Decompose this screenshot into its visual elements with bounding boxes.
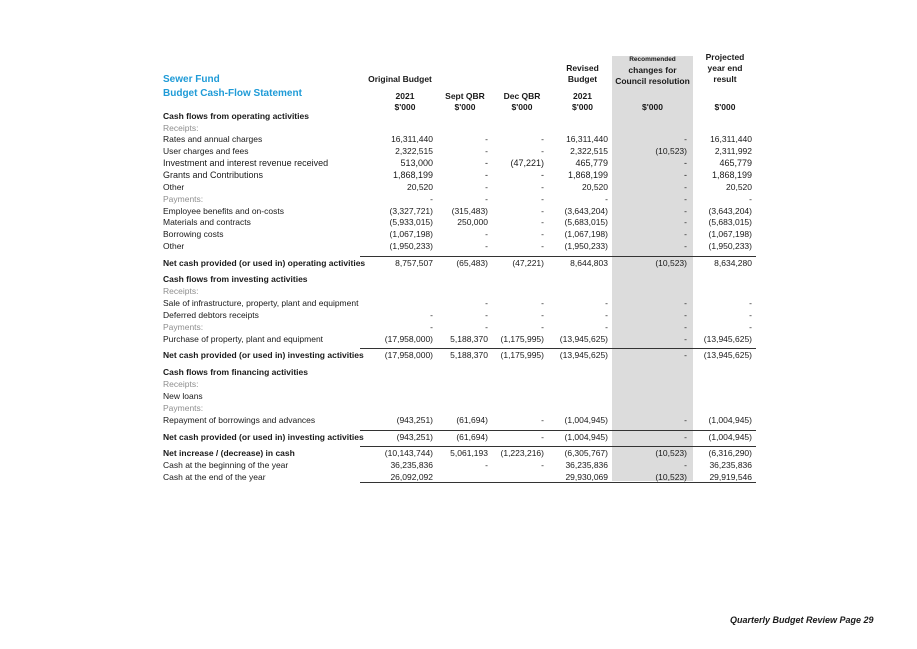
- row-value-col-3: -: [541, 229, 544, 239]
- total-rule: [360, 446, 756, 447]
- row-value-col-3: -: [541, 206, 544, 216]
- row-value-col-4: (1,004,945): [564, 432, 608, 442]
- row-value-col-1: 8,757,507: [395, 258, 433, 268]
- row-label: Net increase / (decrease) in cash: [163, 448, 295, 458]
- row-value-col-4: -: [605, 298, 608, 308]
- row-label: Cash at the beginning of the year: [163, 460, 289, 470]
- row-label: Payments:: [163, 194, 204, 204]
- row-value-col-1: -: [430, 310, 433, 320]
- row-label: Rates and annual charges: [163, 134, 263, 144]
- row-value-col-1: 26,092,092: [390, 472, 433, 482]
- row-label: Receipts:: [163, 123, 199, 133]
- row-value-col-1: (1,950,233): [389, 241, 433, 251]
- row-label: Other: [163, 182, 185, 192]
- row-value-col-2: -: [485, 194, 488, 204]
- row-value-col-1: -: [430, 194, 433, 204]
- row-value-col-5: -: [684, 158, 687, 168]
- row-value-col-1: 36,235,836: [390, 460, 433, 470]
- row-value-col-2: 5,188,370: [450, 334, 488, 344]
- row-label: Receipts:: [163, 379, 199, 389]
- row-value-col-5: -: [684, 241, 687, 251]
- table-row: [0, 366, 917, 378]
- total-rule: [360, 256, 756, 257]
- page-footer: Quarterly Budget Review Page 29: [730, 615, 874, 625]
- row-value-col-4: (3,643,204): [564, 206, 608, 216]
- row-value-col-4: (5,683,015): [564, 217, 608, 227]
- row-value-col-1: 513,000: [400, 158, 433, 168]
- row-value-col-2: -: [485, 170, 488, 180]
- row-value-col-2: -: [485, 460, 488, 470]
- row-label: Cash at the end of the year: [163, 472, 266, 482]
- row-value-col-4: -: [605, 322, 608, 332]
- row-value-col-1: 16,311,440: [391, 134, 433, 144]
- row-value-col-5: (10,523): [655, 146, 687, 156]
- row-label: Net cash provided (or used in) operating activities: [163, 258, 366, 268]
- row-value-col-1: (943,251): [396, 432, 433, 442]
- table-row: [0, 157, 917, 169]
- row-label: Net cash provided (or used in) investing activities: [163, 350, 364, 360]
- row-label: Sale of infrastructure, property, plant and equipment: [163, 298, 359, 308]
- row-value-col-6: 8,634,280: [714, 258, 752, 268]
- table-row: [0, 133, 917, 145]
- row-value-col-6: (13,945,625): [703, 350, 752, 360]
- row-value-col-3: -: [541, 134, 544, 144]
- col-recommended-unit: $'000: [642, 102, 663, 112]
- row-value-col-3: (1,175,995): [500, 334, 544, 344]
- row-value-col-6: 16,311,440: [710, 134, 752, 144]
- table-row: [0, 216, 917, 228]
- table-row: [0, 193, 917, 205]
- row-value-col-3: -: [541, 298, 544, 308]
- row-value-col-3: -: [541, 170, 544, 180]
- row-value-col-4: -: [605, 310, 608, 320]
- row-value-col-5: -: [684, 217, 687, 227]
- row-value-col-3: -: [541, 460, 544, 470]
- row-value-col-5: -: [684, 460, 687, 470]
- row-label: Cash flows from financing activities: [163, 367, 309, 377]
- row-value-col-6: 465,779: [719, 158, 752, 168]
- row-value-col-5: (10,523): [655, 472, 687, 482]
- row-value-col-2: -: [485, 298, 488, 308]
- table-row: [0, 378, 917, 390]
- row-value-col-4: 16,311,440: [566, 134, 608, 144]
- total-rule: [360, 430, 756, 431]
- row-label: User charges and fees: [163, 146, 249, 156]
- row-value-col-5: (10,523): [655, 448, 687, 458]
- row-value-col-6: 1,868,199: [711, 170, 752, 180]
- row-value-col-5: -: [684, 170, 687, 180]
- row-value-col-6: (13,945,625): [703, 334, 752, 344]
- col-dec-unit: $'000: [511, 102, 533, 112]
- row-value-col-4: -: [605, 194, 608, 204]
- table-row: [0, 321, 917, 333]
- col-revised-year: 2021: [573, 91, 592, 101]
- row-label: Payments:: [163, 322, 204, 332]
- row-value-col-4: 2,322,515: [570, 146, 608, 156]
- table-row: [0, 297, 917, 309]
- row-value-col-2: 5,061,193: [450, 448, 488, 458]
- row-value-col-2: 5,188,370: [450, 350, 488, 360]
- row-value-col-1: (17,958,000): [384, 334, 433, 344]
- row-value-col-5: -: [684, 350, 687, 360]
- row-label: Payments:: [163, 403, 204, 413]
- row-label: Investment and interest revenue received: [163, 158, 329, 168]
- row-label: Grants and Contributions: [163, 170, 264, 180]
- row-value-col-1: -: [430, 322, 433, 332]
- table-row: [0, 240, 917, 252]
- row-value-col-6: 2,311,992: [714, 146, 752, 156]
- row-label: Purchase of property, plant and equipment: [163, 334, 324, 344]
- row-value-col-4: (1,950,233): [564, 241, 608, 251]
- row-value-col-4: 29,930,069: [565, 472, 608, 482]
- table-row: [0, 309, 917, 321]
- row-value-col-6: 36,235,836: [709, 460, 752, 470]
- row-value-col-3: -: [541, 241, 544, 251]
- row-value-col-6: (5,683,015): [708, 217, 752, 227]
- row-label: Employee benefits and on-costs: [163, 206, 284, 216]
- row-label: Cash flows from operating activities: [163, 111, 309, 121]
- table-row: [0, 447, 917, 459]
- row-value-col-6: (6,316,290): [708, 448, 752, 458]
- row-value-col-6: (3,643,204): [708, 206, 752, 216]
- table-row: [0, 414, 917, 426]
- table-row: [0, 257, 917, 269]
- col-sept-qbr-header: Sept QBR: [445, 91, 485, 101]
- row-value-col-3: -: [541, 310, 544, 320]
- row-value-col-2: -: [485, 229, 488, 239]
- table-row: [0, 431, 917, 443]
- row-value-col-4: 20,520: [582, 182, 608, 192]
- row-value-col-5: -: [684, 432, 687, 442]
- table-row: [0, 273, 917, 285]
- table-row: [0, 228, 917, 240]
- col-projected-header: Projected year end: [705, 52, 745, 73]
- row-value-col-1: (3,327,721): [389, 206, 433, 216]
- row-value-col-2: -: [485, 241, 488, 251]
- table-row: [0, 459, 917, 471]
- table-row: [0, 390, 917, 402]
- row-value-col-5: -: [684, 206, 687, 216]
- row-value-col-6: -: [749, 298, 752, 308]
- row-value-col-2: (61,694): [456, 432, 488, 442]
- col-original-unit: $'000: [394, 102, 416, 112]
- row-value-col-3: -: [541, 194, 544, 204]
- col-projected-unit: $'000: [714, 102, 736, 112]
- row-value-col-2: -: [485, 182, 488, 192]
- row-label: Net cash provided (or used in) investing activities: [163, 432, 364, 442]
- table-row: [0, 285, 917, 297]
- row-value-col-2: 250,000: [457, 217, 488, 227]
- row-value-col-1: (1,067,198): [389, 229, 433, 239]
- row-value-col-3: -: [541, 322, 544, 332]
- row-value-col-6: -: [749, 322, 752, 332]
- row-value-col-2: -: [485, 310, 488, 320]
- row-value-col-5: -: [684, 298, 687, 308]
- row-value-col-1: (5,933,015): [389, 217, 433, 227]
- col-revised-unit: $'000: [572, 102, 593, 112]
- row-value-col-1: (17,958,000): [384, 350, 433, 360]
- col-recommended-header: changes for Council resolution: [615, 65, 690, 86]
- table-row: [0, 333, 917, 345]
- row-value-col-5: -: [684, 310, 687, 320]
- row-value-col-4: 8,644,803: [570, 258, 608, 268]
- row-value-col-4: (13,945,625): [559, 334, 608, 344]
- col-revised-budget-header: Revised Budget: [566, 63, 599, 84]
- row-value-col-3: -: [541, 415, 544, 425]
- row-value-col-2: (315,483): [451, 206, 488, 216]
- col-sept-unit: $'000: [454, 102, 476, 112]
- row-value-col-6: -: [749, 310, 752, 320]
- row-value-col-6: (1,004,945): [708, 415, 752, 425]
- row-value-col-2: -: [485, 134, 488, 144]
- row-value-col-5: (10,523): [655, 258, 687, 268]
- row-label: Deferred debtors receipts: [163, 310, 259, 320]
- row-label: New loans: [163, 391, 203, 401]
- row-label: Borrowing costs: [163, 229, 224, 239]
- row-label: Materials and contracts: [163, 217, 251, 227]
- row-label: Repayment of borrowings and advances: [163, 415, 316, 425]
- col-original-budget-header: Original Budget: [368, 74, 432, 84]
- row-value-col-5: -: [684, 194, 687, 204]
- row-value-col-4: 36,235,836: [565, 460, 608, 470]
- table-row: [0, 181, 917, 193]
- row-value-col-1: 1,868,199: [392, 170, 433, 180]
- row-label: Receipts:: [163, 286, 199, 296]
- row-label: Cash flows from investing activities: [163, 274, 308, 284]
- row-value-col-4: (6,305,767): [564, 448, 608, 458]
- row-value-col-5: -: [684, 134, 687, 144]
- row-value-col-3: -: [541, 217, 544, 227]
- row-value-col-3: -: [541, 432, 544, 442]
- row-value-col-3: (1,223,216): [500, 448, 544, 458]
- row-value-col-4: (13,945,625): [559, 350, 608, 360]
- row-value-col-6: (1,004,945): [708, 432, 752, 442]
- row-value-col-2: (65,483): [456, 258, 488, 268]
- table-row: [0, 145, 917, 157]
- row-value-col-6: 29,919,546: [709, 472, 752, 482]
- row-value-col-5: -: [684, 229, 687, 239]
- total-rule: [360, 348, 756, 349]
- row-value-col-1: (10,143,744): [384, 448, 433, 458]
- row-value-col-6: (1,950,233): [708, 241, 752, 251]
- row-value-col-2: (61,694): [456, 415, 488, 425]
- row-value-col-5: -: [684, 415, 687, 425]
- row-value-col-3: -: [541, 182, 544, 192]
- row-value-col-3: (1,175,995): [500, 350, 544, 360]
- row-value-col-2: -: [485, 322, 488, 332]
- row-value-col-1: 20,520: [407, 182, 433, 192]
- col-dec-qbr-header: Dec QBR: [503, 91, 541, 101]
- row-value-col-3: (47,221): [510, 158, 544, 168]
- row-label: Other: [163, 241, 185, 251]
- row-value-col-5: -: [684, 334, 687, 344]
- row-value-col-6: (1,067,198): [708, 229, 752, 239]
- col-original-year: 2021: [395, 91, 415, 101]
- row-value-col-4: (1,067,198): [564, 229, 608, 239]
- table-row: [0, 349, 917, 361]
- statement-title: Budget Cash-Flow Statement: [163, 88, 302, 99]
- row-value-col-4: (1,004,945): [564, 415, 608, 425]
- row-value-col-1: (943,251): [396, 415, 433, 425]
- row-value-col-3: (47,221): [512, 258, 544, 268]
- row-value-col-2: -: [485, 146, 488, 156]
- row-value-col-6: 20,520: [726, 182, 752, 192]
- fund-title: Sewer Fund: [163, 74, 220, 85]
- col-projected-result: result: [713, 74, 737, 84]
- table-row: [0, 169, 917, 181]
- table-row: [0, 402, 917, 414]
- row-value-col-2: -: [485, 158, 488, 168]
- table-bottom-rule: [360, 482, 756, 483]
- row-value-col-6: -: [749, 194, 752, 204]
- row-value-col-5: -: [684, 182, 687, 192]
- row-value-col-5: -: [684, 322, 687, 332]
- row-value-col-1: 2,322,515: [395, 146, 433, 156]
- table-row: [0, 110, 917, 122]
- col-recommended-top: Recommended: [629, 56, 676, 63]
- row-value-col-3: -: [541, 146, 544, 156]
- row-value-col-4: 465,779: [575, 158, 608, 168]
- row-value-col-4: 1,868,199: [567, 170, 608, 180]
